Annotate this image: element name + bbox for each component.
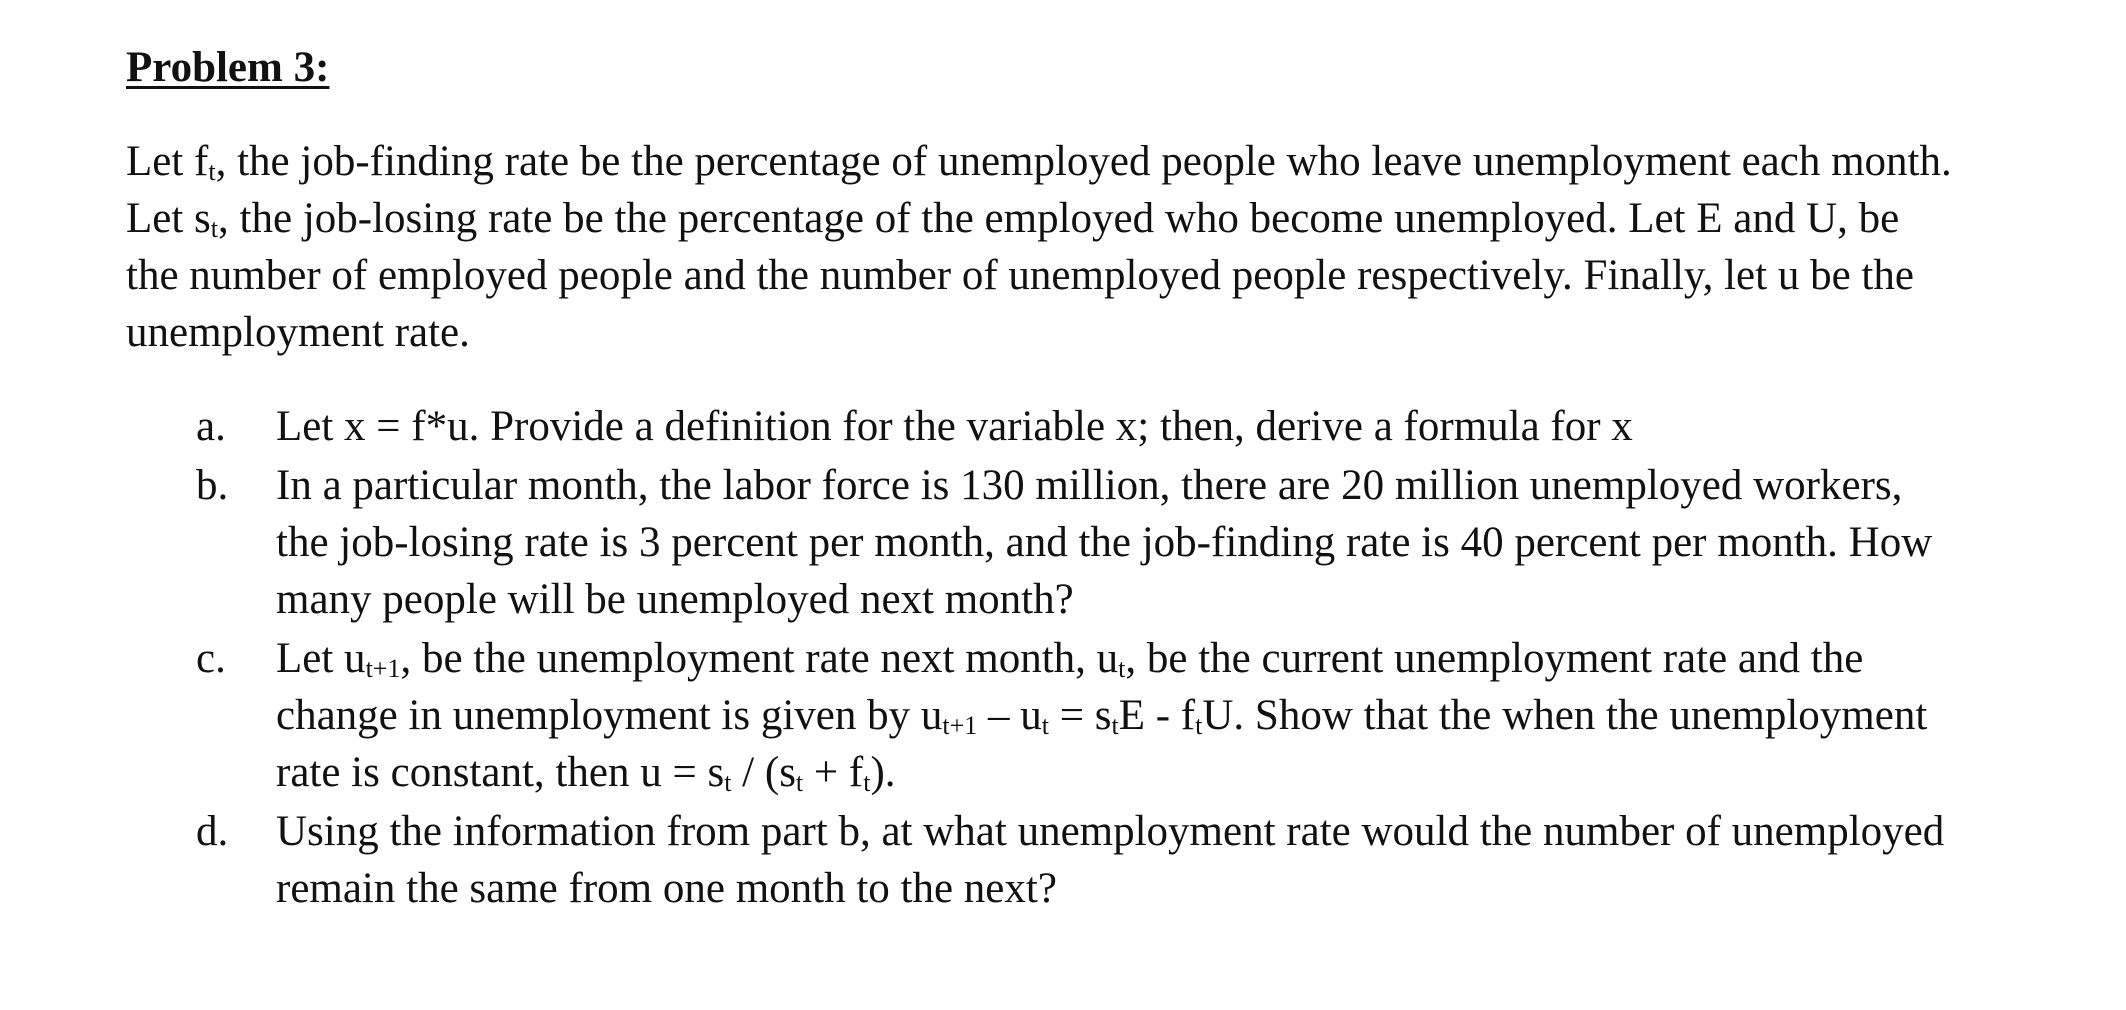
intro-line-4: unemployment rate.	[126, 309, 470, 356]
question-d-marker: d.	[196, 808, 229, 855]
question-d-text: Using the information from part b, at what unemployment rate would the number of unemployed remain the same from one month to the next?	[276, 808, 1945, 912]
question-d	[196, 803, 2096, 917]
question-a-text: Let x = f*u. Provide a definition for the variable x; then, derive a formula for x	[276, 403, 1633, 450]
question-b-text: In a particular month, the labor force is 130 million, there are 20 million unemployed workers, the job-losing rate is 3 percent per month, and the job-finding rate is 40 percent per month. How many people will be unemployed next month?	[276, 462, 1933, 623]
question-b	[196, 457, 2096, 628]
question-list	[196, 398, 2096, 919]
question-a-marker: a.	[196, 403, 226, 450]
question-b-marker: b.	[196, 462, 229, 509]
question-c-marker: c.	[196, 635, 226, 682]
question-c-text: Let $u_{t+1}$, be the unemployment rate next month, $u_t$, be the current unemployment rate and the change in unemployment is given by $u_{t+1} - u_t = s_tE - f_tU$. Show that the when the unemployment rate is constant, then $u = s_t / (s_t + f_t)$.	[276, 635, 1928, 797]
intro-line-3: the number of employed people and the number of unemployed people respectively. Finally, let u be the	[126, 252, 1914, 299]
intro-line-2: Let $s_t$, the job-losing rate be the percentage of the employed who become unemployed. Let E and U, be	[126, 195, 1900, 243]
question-a	[196, 398, 2096, 455]
intro-line-1: Let $f_t$, the job-finding rate be the percentage of unemployed people who leave unemployment each month.	[126, 138, 1952, 186]
question-c	[196, 630, 2096, 801]
problem-title: Problem 3:	[126, 44, 330, 91]
intro-paragraph	[126, 133, 2116, 361]
